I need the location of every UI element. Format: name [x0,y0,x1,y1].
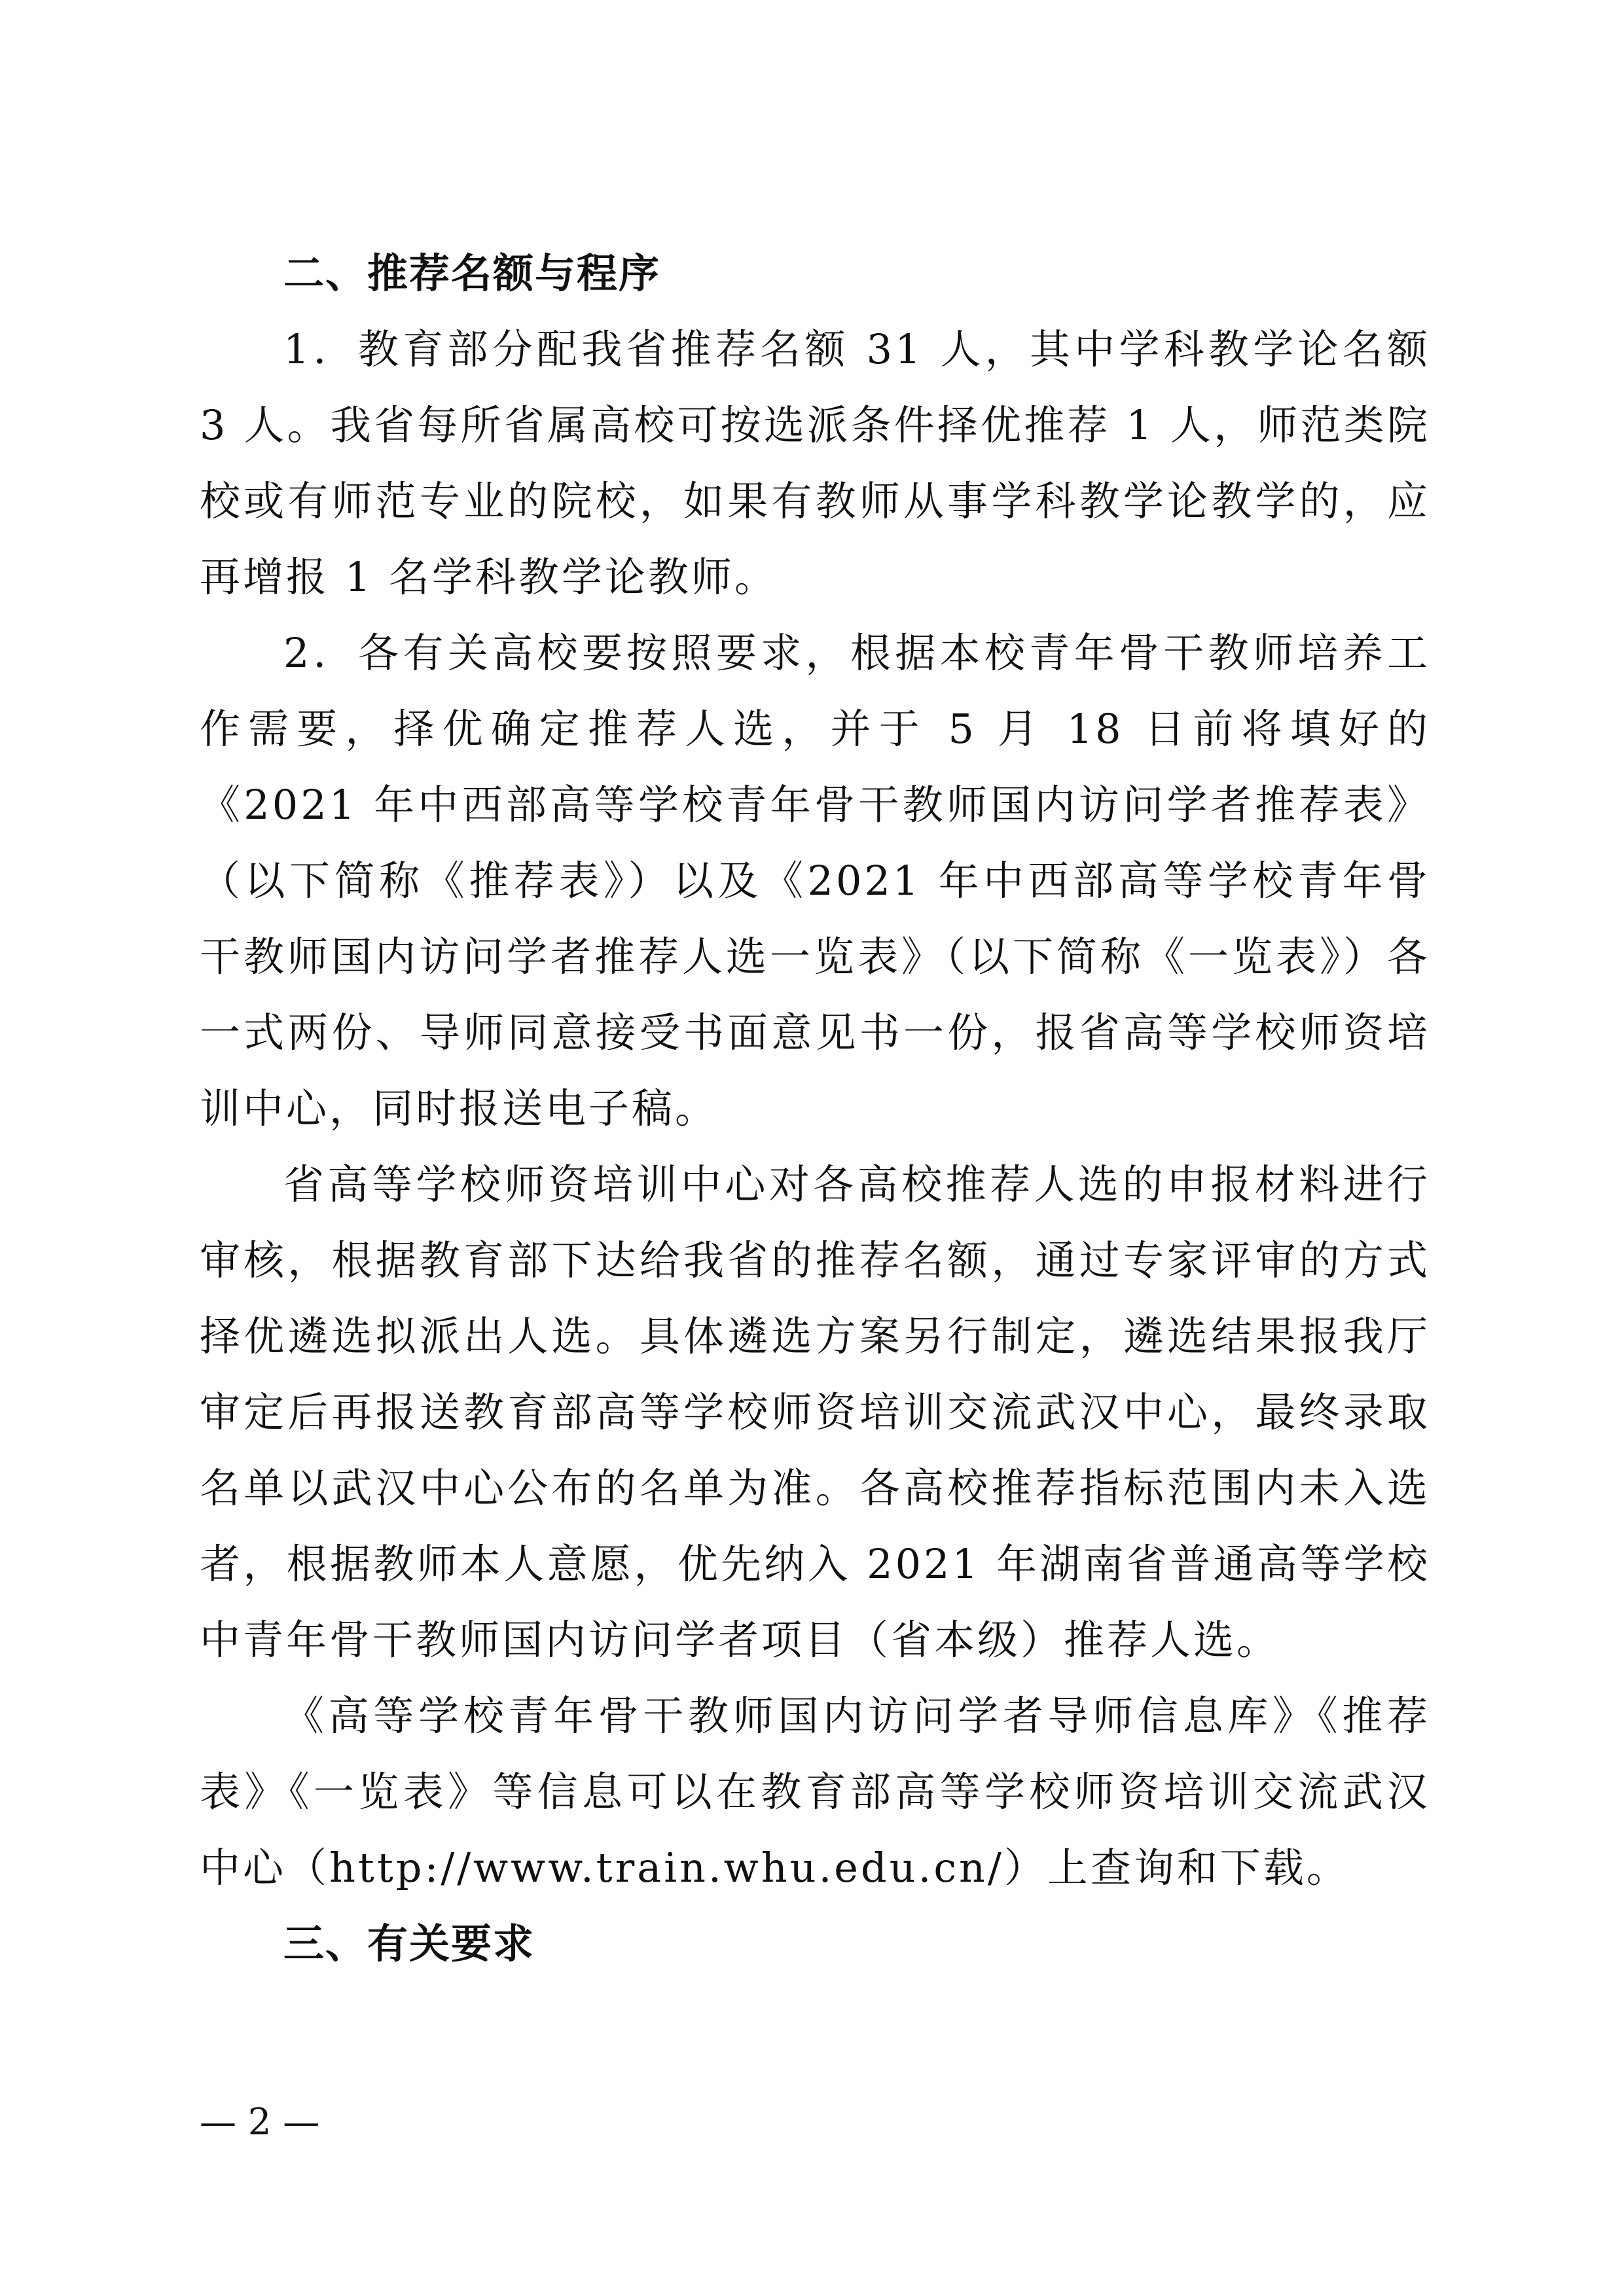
paragraph-submission: 2．各有关高校要按照要求，根据本校青年骨干教师培养工作需要，择优确定推荐人选，并于 5 月 18 日前将填好的《2021 年中西部高等学校青年骨干教师国内访问学者推荐表》（以下简称《推荐表》）以及《2021 年中西部高等学校青年骨干教师国内访问学者推荐人选一览表》（以下简称《一览表》）各一式两份、导师同意接受书面意见书一份，报省高等学校师资培训中心，同时报送电子稿。 [200,629,1430,1132]
document-body [200,236,1430,1982]
page-number: — 2 — [200,2101,320,2144]
section-heading-requirements: 三、有关要求 [283,1920,535,1967]
paragraph-quota: 1．教育部分配我省推荐名额 31 人，其中学科教学论名额 3 人。我省每所省属高校可按选派条件择优推荐 1 人，师范类院校或有师范专业的院校，如果有教师从事学科教学论教学的，应再增报 1 名学科教学论教师。 [200,325,1430,601]
paragraph-download-info: 《高等学校青年骨干教师国内访问学者导师信息库》《推荐表》《一览表》等信息可以在教育部高等学校师资培训交流武汉中心（http://www.train.whu.edu.cn/）上查询和下载。 [200,1692,1430,1892]
paragraph-review: 省高等学校师资培训中心对各高校推荐人选的申报材料进行审核，根据教育部下达给我省的推荐名额，通过专家评审的方式择优遴选拟派出人选。具体遴选方案另行制定，遴选结果报我厅审定后再报送教育部高等学校师资培训交流武汉中心，最终录取名单以武汉中心公布的名单为准。各高校推荐指标范围内未入选者，根据教师本人意愿，优先纳入 2021 年湖南省普通高等学校中青年骨干教师国内访问学者项目（省本级）推荐人选。 [200,1160,1430,1664]
section-heading-recommendation-quota: 二、推荐名额与程序 [283,249,661,297]
